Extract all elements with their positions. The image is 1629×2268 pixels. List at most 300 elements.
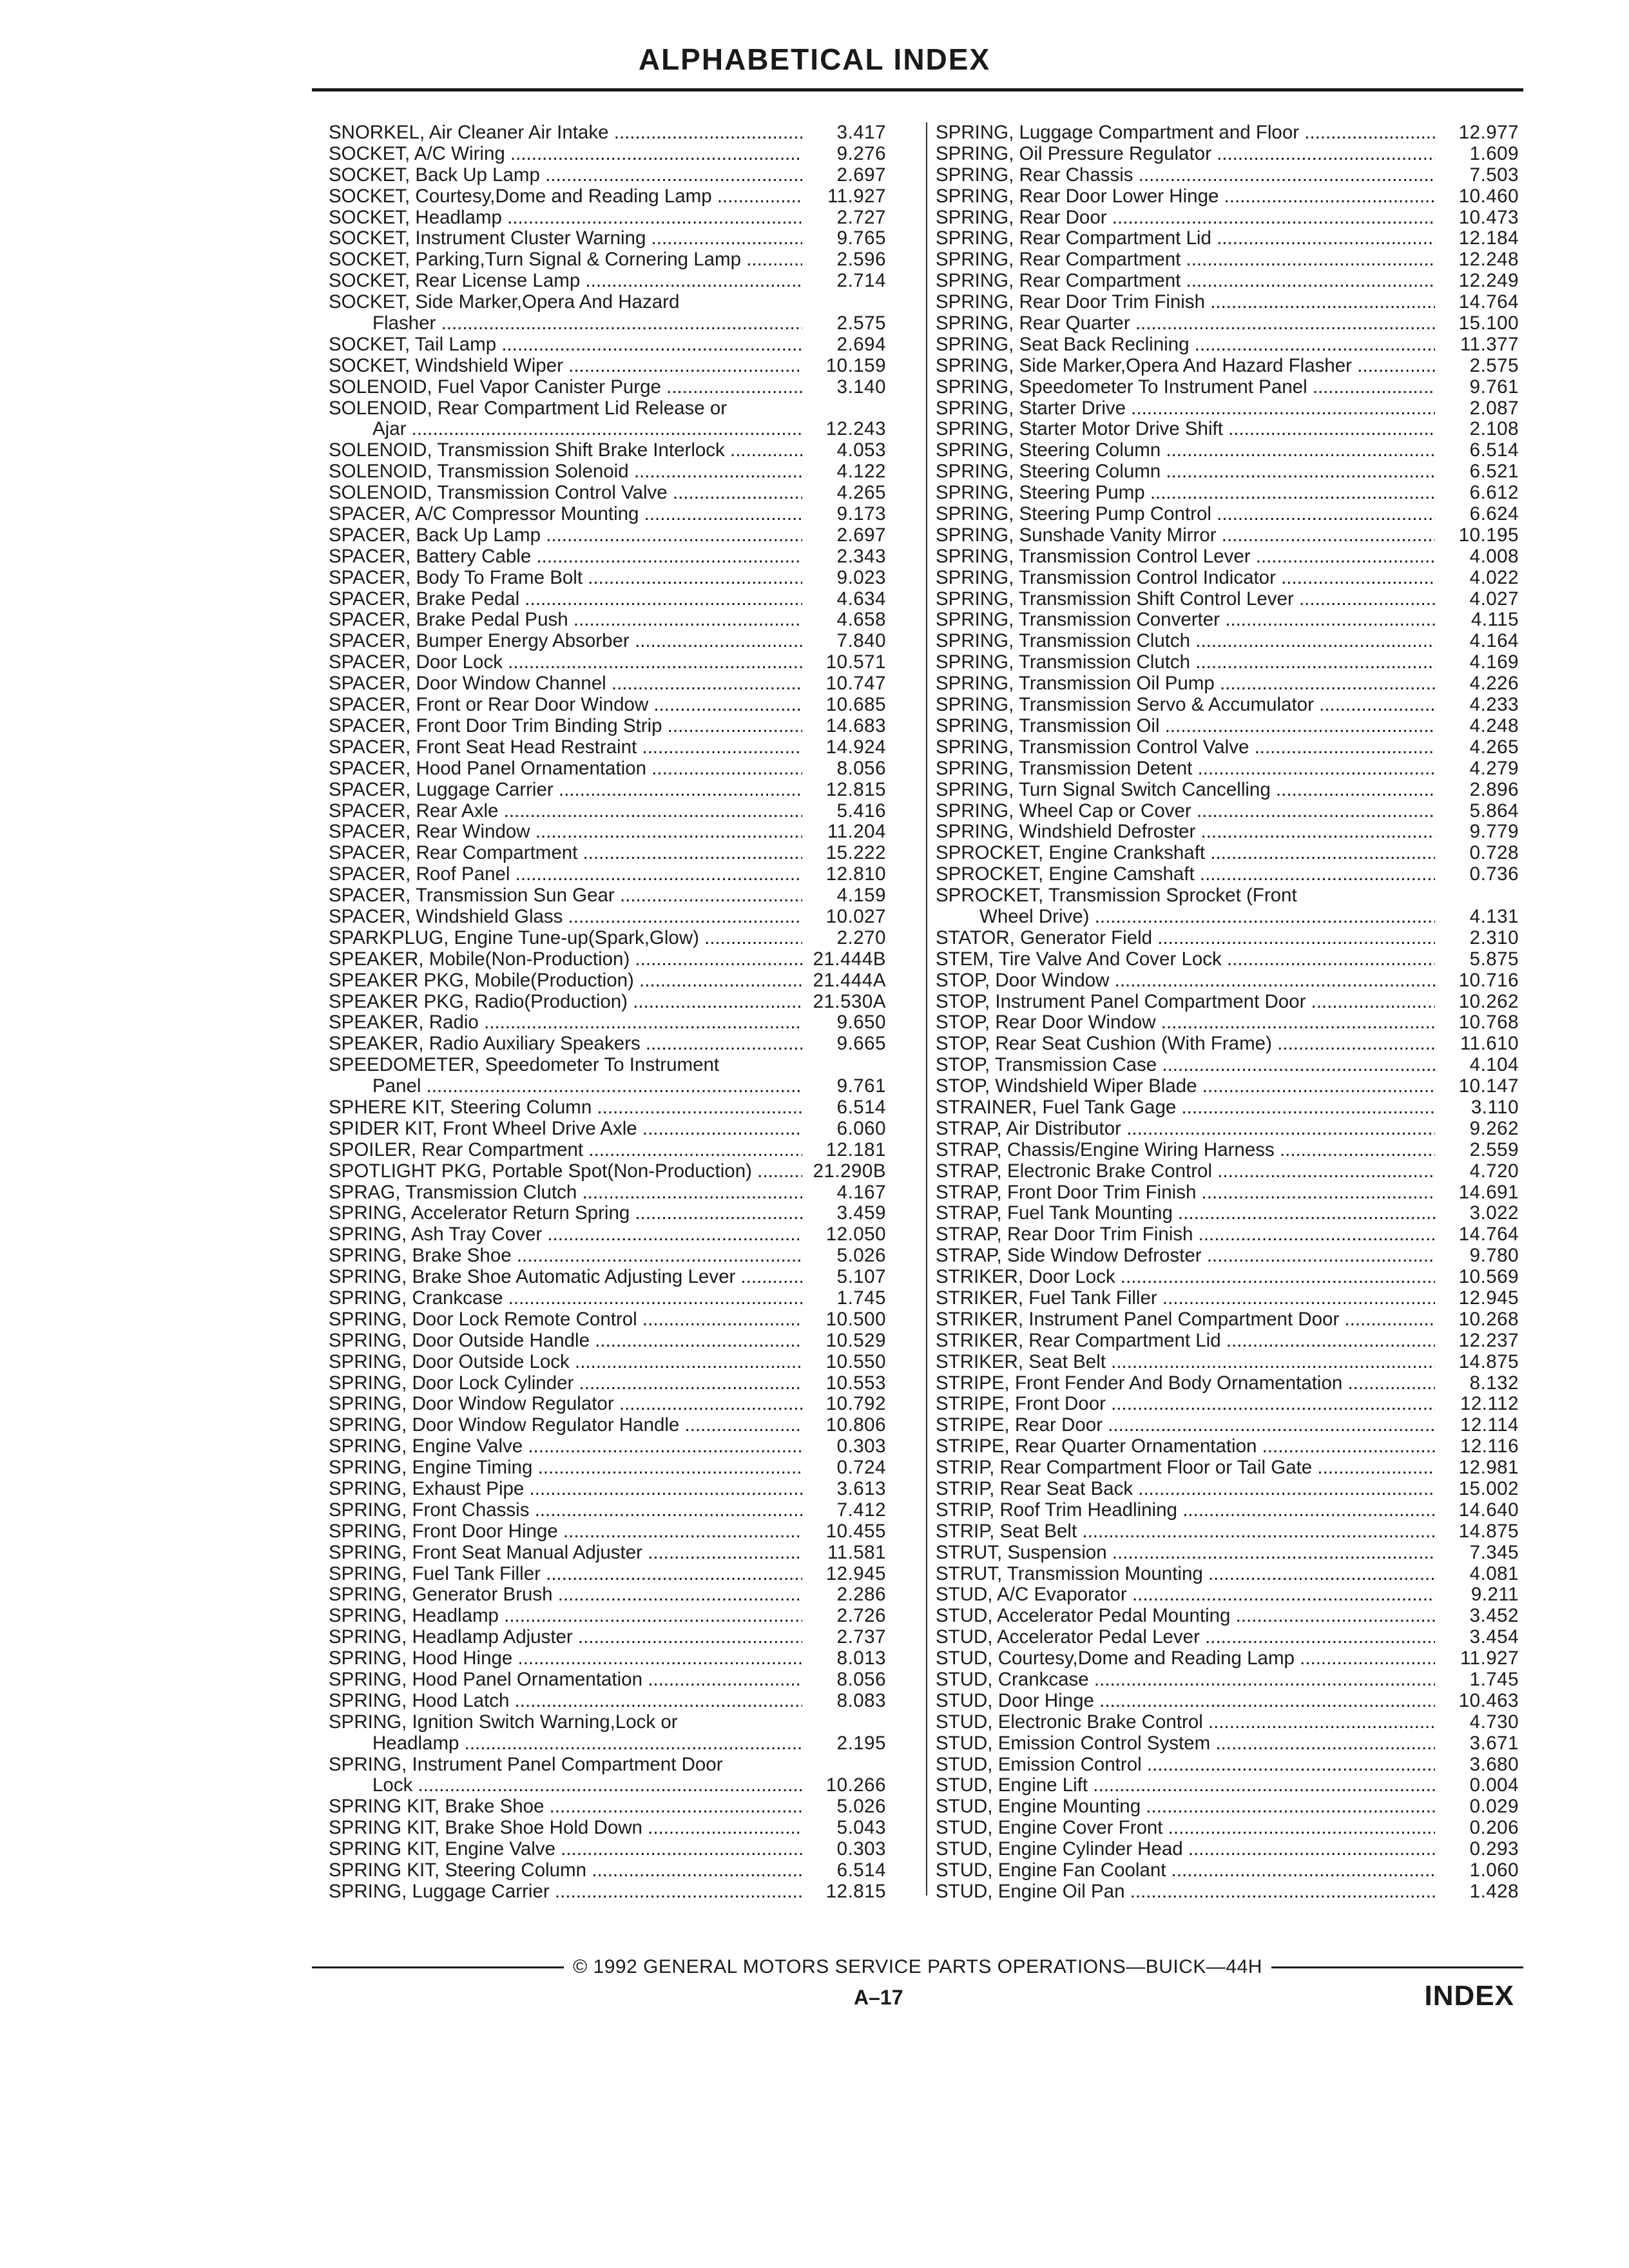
index-entry-reference: 10.500 — [825, 1309, 886, 1330]
index-entry-label: SPACER, Rear Axle ..... — [329, 801, 802, 822]
index-entry — [936, 1712, 1519, 1733]
index-entry — [936, 737, 1519, 758]
index-entry-label: SPRING KIT, Engine Valve ..... — [329, 1839, 802, 1860]
index-entry — [936, 928, 1519, 949]
index-entry-reference: 2.596 — [836, 249, 886, 271]
index-entry-reference: 21.444A — [813, 970, 886, 991]
index-entry-label: STRIP, Rear Compartment Floor or Tail Gate ..... — [936, 1457, 1435, 1479]
index-entry-label: SPOILER, Rear Compartment ..... — [329, 1140, 802, 1161]
index-entry-label: STRIPE, Rear Quarter Ornamentation ..... — [936, 1436, 1435, 1457]
index-entry — [936, 652, 1519, 673]
index-entry-label: SPRING, Accelerator Return Spring ..... — [329, 1203, 802, 1224]
index-entry — [329, 440, 886, 461]
index-entry-label: STRUT, Transmission Mounting ..... — [936, 1564, 1435, 1585]
index-entry-label: STRAP, Fuel Tank Mounting ..... — [936, 1203, 1435, 1224]
index-entry — [936, 1140, 1519, 1161]
index-entry-reference: 2.697 — [836, 524, 886, 546]
index-entry-label: SPHERE KIT, Steering Column ..... — [329, 1097, 802, 1119]
index-entry — [329, 1415, 886, 1436]
index-entry-label: STUD, Electronic Brake Control ..... — [936, 1712, 1435, 1733]
index-entry-reference: 3.140 — [836, 376, 886, 398]
index-entry — [329, 1267, 886, 1288]
index-entry — [936, 907, 1519, 928]
index-entry-reference: 2.896 — [1469, 779, 1519, 800]
index-entry-label: SPRING, Engine Timing ..... — [329, 1457, 802, 1479]
index-entry — [329, 1775, 886, 1796]
index-entry-reference: 10.747 — [825, 673, 886, 695]
index-entry-label: SPRING, Front Seat Manual Adjuster ..... — [329, 1542, 802, 1564]
index-entry-label: SPRING, Luggage Compartment and Floor ..... — [936, 122, 1435, 144]
index-entry-label: SPEAKER PKG, Mobile(Production) ..... — [329, 970, 802, 992]
index-entry-label: STUD, Crankcase ..... — [936, 1669, 1435, 1691]
index-entry-reference: 11.610 — [1460, 1033, 1519, 1055]
index-entry-label: SPRING, Transmission Control Indicator ..... — [936, 568, 1435, 589]
index-entry-reference: 21.290B — [813, 1160, 886, 1182]
index-entry-label: SPRING, Transmission Converter ..... — [936, 610, 1435, 631]
index-entry — [936, 1394, 1519, 1415]
index-entry-reference: 3.680 — [1469, 1754, 1519, 1775]
index-entry-label: SPRING, Sunshade Vanity Mirror ..... — [936, 525, 1435, 546]
index-entry — [329, 758, 886, 780]
index-entry — [329, 864, 886, 885]
index-entry-label: SOLENOID, Rear Compartment Lid Release or — [329, 398, 728, 419]
index-entry — [329, 1373, 886, 1394]
index-entry-reference: 3.022 — [1469, 1203, 1519, 1224]
index-entry-label: STEM, Tire Valve And Cover Lock ..... — [936, 949, 1435, 970]
index-entry-reference: 0.004 — [1469, 1775, 1519, 1796]
index-entry-reference: 12.945 — [825, 1563, 886, 1584]
index-entry-reference: 3.454 — [1469, 1627, 1519, 1648]
index-entry — [329, 928, 886, 949]
index-entry-label: SPEAKER PKG, Radio(Production) ..... — [329, 992, 802, 1013]
index-entry-label: STUD, Engine Cover Front ..... — [936, 1818, 1435, 1839]
index-entry — [936, 377, 1519, 398]
index-entry-reference: 9.665 — [836, 1033, 886, 1055]
index-entry — [936, 144, 1519, 165]
index-entry-reference: 4.233 — [1469, 695, 1519, 716]
index-entry-label: SOCKET, Windshield Wiper ..... — [329, 356, 802, 377]
index-entry — [329, 292, 886, 313]
index-entry — [936, 1161, 1519, 1182]
index-entry-reference: 5.107 — [836, 1267, 886, 1288]
index-entry-label: Wheel Drive) ..... — [936, 907, 1435, 928]
index-entry — [936, 461, 1519, 483]
index-entry-label: STUD, Emission Control System ..... — [936, 1733, 1435, 1754]
index-entry-reference: 5.864 — [1469, 800, 1519, 822]
index-entry-reference: 12.977 — [1458, 122, 1519, 143]
index-entry-label: STRIP, Roof Trim Headlining ..... — [936, 1500, 1435, 1521]
index-entry-reference: 1.609 — [1469, 143, 1519, 164]
index-entry-reference: 4.164 — [1469, 631, 1519, 652]
index-entry — [936, 1775, 1519, 1796]
index-entry-reference: 5.026 — [836, 1245, 886, 1267]
index-entry-reference: 3.452 — [1469, 1606, 1519, 1627]
index-entry — [936, 1479, 1519, 1500]
index-entry — [329, 1818, 886, 1839]
column-divider — [926, 122, 927, 1896]
index-entry-reference: 10.529 — [825, 1330, 886, 1351]
index-entry-label: SPARKPLUG, Engine Tune-up(Spark,Glow) ..... — [329, 928, 802, 949]
index-entry-reference: 12.237 — [1458, 1330, 1519, 1351]
index-entry — [936, 589, 1519, 610]
index-entry-label: STOP, Transmission Case ..... — [936, 1055, 1435, 1076]
index-entry — [329, 271, 886, 292]
index-entry-label: SPRING, Steering Pump Control ..... — [936, 504, 1435, 525]
index-entry — [936, 1224, 1519, 1245]
index-entry-label: SPACER, Door Window Channel ..... — [329, 673, 802, 695]
index-entry-reference: 10.195 — [1458, 524, 1519, 546]
index-entry-label: STUD, Engine Cylinder Head ..... — [936, 1839, 1435, 1860]
index-entry-label: SPRING, Transmission Control Valve ..... — [936, 737, 1435, 758]
index-entry — [936, 292, 1519, 313]
index-entry-reference: 14.764 — [1458, 292, 1519, 313]
index-entry-label: SPRING, Windshield Defroster ..... — [936, 822, 1435, 843]
index-entry — [329, 1648, 886, 1669]
index-entry-reference: 21.444B — [813, 948, 886, 970]
index-entry-reference: 0.206 — [1469, 1818, 1519, 1839]
index-entry — [936, 1012, 1519, 1033]
index-entry-reference: 3.613 — [836, 1479, 886, 1499]
index-entry-reference: 4.053 — [836, 440, 886, 461]
index-entry-reference: 15.222 — [825, 843, 886, 864]
index-entry — [329, 1500, 886, 1521]
index-entry — [329, 144, 886, 165]
index-entry — [329, 949, 886, 970]
index-entry-label: SPACER, Body To Frame Bolt ..... — [329, 568, 802, 589]
index-entry-label: Lock ..... — [329, 1775, 802, 1796]
index-entry-label: SPRING, Hood Panel Ornamentation ..... — [329, 1669, 802, 1691]
index-entry-reference: 12.181 — [825, 1139, 886, 1160]
index-entry-label: SPACER, Bumper Energy Absorber ..... — [329, 631, 802, 652]
index-entry-reference: 4.115 — [1470, 610, 1519, 631]
index-entry-reference: 0.293 — [1469, 1839, 1519, 1860]
index-entry-label: SPRING, Turn Signal Switch Cancelling ..... — [936, 780, 1435, 801]
index-entry — [936, 1691, 1519, 1712]
index-entry-reference: 7.345 — [1469, 1542, 1519, 1563]
index-entry — [936, 568, 1519, 589]
index-entry-reference: 2.343 — [836, 546, 886, 567]
index-entry — [329, 1606, 886, 1627]
index-entry-label: SPRING, Front Door Hinge ..... — [329, 1521, 802, 1542]
index-entry-label: SPRING, Door Window Regulator ..... — [329, 1394, 802, 1415]
index-entry-reference: 2.726 — [836, 1606, 886, 1627]
index-entry-reference: 1.060 — [1469, 1860, 1519, 1881]
index-entry-label: SOCKET, A/C Wiring ..... — [329, 144, 802, 165]
index-entry — [329, 1521, 886, 1542]
index-entry-reference: 6.612 — [1469, 483, 1519, 504]
index-entry — [329, 1245, 886, 1267]
index-entry-reference: 2.697 — [836, 164, 886, 186]
index-entry — [329, 589, 886, 610]
index-entry — [936, 780, 1519, 801]
index-entry-reference: 12.112 — [1460, 1394, 1519, 1415]
index-entry-reference: 6.514 — [836, 1097, 886, 1118]
index-entry — [329, 1331, 886, 1352]
index-entry — [329, 1479, 886, 1500]
index-entry-label: STRAP, Air Distributor ..... — [936, 1119, 1435, 1140]
index-entry — [329, 504, 886, 525]
index-entry-reference: 11.927 — [827, 186, 886, 207]
index-entry-label: SPRING, Steering Column ..... — [936, 461, 1435, 483]
index-entry-reference: 10.768 — [1458, 1012, 1519, 1033]
index-entry-reference: 12.116 — [1460, 1436, 1519, 1457]
index-entry — [936, 673, 1519, 695]
index-entry-reference: 4.008 — [1469, 546, 1519, 567]
index-entry-reference: 8.083 — [836, 1690, 886, 1711]
index-entry-reference: 4.081 — [1469, 1563, 1519, 1584]
index-entry-label: SPRING, Generator Brush ..... — [329, 1584, 802, 1606]
index-entry-label: STRIKER, Rear Compartment Lid ..... — [936, 1331, 1435, 1352]
footer-rule-right — [1271, 1966, 1523, 1968]
index-entry-reference: 9.761 — [836, 1076, 886, 1097]
index-entry — [936, 1182, 1519, 1204]
index-entry-label: SPACER, Rear Window ..... — [329, 822, 802, 843]
index-entry-label: SOLENOID, Transmission Shift Brake Interlock ..... — [329, 440, 802, 461]
index-entry — [329, 1584, 886, 1606]
index-entry — [936, 1796, 1519, 1818]
index-entry — [936, 165, 1519, 186]
index-entry — [936, 1818, 1519, 1839]
index-entry-reference: 3.671 — [1469, 1733, 1519, 1754]
index-entry-reference: 6.521 — [1469, 461, 1519, 483]
index-entry-reference: 15.002 — [1458, 1479, 1519, 1499]
index-entry-reference: 0.303 — [836, 1436, 886, 1457]
index-entry-reference: 7.412 — [836, 1499, 886, 1521]
index-entry — [329, 1309, 886, 1331]
index-entry-reference: 8.056 — [836, 1669, 886, 1691]
index-entry-reference: 3.110 — [1470, 1097, 1519, 1118]
index-entry-reference: 10.266 — [825, 1775, 886, 1796]
index-entry — [936, 631, 1519, 652]
index-entry-reference: 9.023 — [836, 567, 886, 588]
index-entry — [936, 822, 1519, 843]
index-entry-reference: 10.460 — [1458, 186, 1519, 207]
index-entry — [936, 1457, 1519, 1479]
index-entry-label: SPRING, Rear Door Lower Hinge ..... — [936, 186, 1435, 207]
index-entry-label: STOP, Rear Door Window ..... — [936, 1012, 1435, 1033]
index-entry — [936, 186, 1519, 207]
index-entry-reference: 12.249 — [1458, 271, 1519, 292]
index-entry-label: STUD, Accelerator Pedal Mounting ..... — [936, 1606, 1435, 1627]
index-entry — [936, 525, 1519, 546]
index-entry-reference: 4.022 — [1469, 567, 1519, 588]
index-entry-reference: 2.714 — [836, 271, 886, 292]
index-entry — [329, 780, 886, 801]
index-entry-label: SOCKET, Courtesy,Dome and Reading Lamp ..... — [329, 186, 802, 207]
index-entry-label: SPRING, Transmission Control Lever ..... — [936, 546, 1435, 568]
index-entry-label: SPRING, Starter Drive ..... — [936, 398, 1435, 419]
index-entry-label: SPRING, Brake Shoe Automatic Adjusting Lever ..... — [329, 1267, 802, 1288]
index-entry-label: SPRING, Headlamp Adjuster ..... — [329, 1627, 802, 1648]
index-entry — [936, 313, 1519, 334]
header-rule — [312, 88, 1523, 91]
index-entry-reference: 14.764 — [1458, 1224, 1519, 1245]
index-entry-reference: 6.060 — [836, 1118, 886, 1139]
index-entry-reference: 10.571 — [825, 652, 886, 673]
index-entry — [936, 843, 1519, 864]
index-entry — [329, 1161, 886, 1182]
index-entry-reference: 4.730 — [1469, 1711, 1519, 1733]
index-entry-reference: 21.530A — [813, 991, 886, 1012]
index-entry — [329, 737, 886, 758]
index-entry-reference: 4.279 — [1469, 758, 1519, 779]
index-entry-label: STRAP, Front Door Trim Finish ..... — [936, 1182, 1435, 1204]
index-entry — [329, 1352, 886, 1373]
index-entry-label: SOCKET, Side Marker,Opera And Hazard — [329, 292, 680, 313]
index-entry-reference: 12.248 — [1458, 249, 1519, 271]
index-entry-label: SPEEDOMETER, Speedometer To Instrument — [329, 1055, 720, 1076]
index-entry-label: Ajar ..... — [329, 419, 802, 440]
index-entry — [936, 228, 1519, 249]
index-entry-label: STUD, Engine Lift ..... — [936, 1775, 1435, 1796]
index-entry — [329, 716, 886, 737]
index-entry-reference: 6.514 — [1469, 440, 1519, 461]
index-entry — [936, 1564, 1519, 1585]
index-entry-label: SPRING, Transmission Detent ..... — [936, 758, 1435, 780]
index-entry-reference: 9.780 — [1469, 1245, 1519, 1267]
index-entry-label: STRAP, Rear Door Trim Finish ..... — [936, 1224, 1435, 1245]
index-entry — [936, 970, 1519, 992]
index-entry-reference: 10.716 — [1458, 970, 1519, 991]
index-entry — [329, 1394, 886, 1415]
index-entry-label: SPRING KIT, Brake Shoe ..... — [329, 1796, 802, 1818]
index-entry — [329, 398, 886, 419]
index-entry-label: STRIP, Rear Seat Back ..... — [936, 1479, 1435, 1500]
index-entry-reference: 2.694 — [836, 334, 886, 355]
index-entry-reference: 4.265 — [1469, 736, 1519, 758]
index-entry-reference: 9.761 — [1469, 376, 1519, 398]
index-entry-reference: 2.575 — [836, 313, 886, 334]
index-entry-reference: 9.262 — [1469, 1118, 1519, 1139]
index-entry-label: SPACER, Transmission Sun Gear ..... — [329, 885, 802, 907]
index-entry-reference: 4.265 — [836, 483, 886, 504]
index-entry-reference: 9.765 — [836, 228, 886, 249]
index-entry-reference: 12.184 — [1458, 228, 1519, 249]
index-entry-reference: 5.043 — [836, 1818, 886, 1839]
index-entry-label: SPACER, Brake Pedal Push ..... — [329, 610, 802, 631]
index-entry-label: SPROCKET, Transmission Sprocket (Front — [936, 885, 1297, 907]
index-entry — [936, 1033, 1519, 1055]
index-entry-label: SPRING, Steering Column ..... — [936, 440, 1435, 461]
index-entry-reference: 11.927 — [1460, 1648, 1519, 1669]
index-entry-label: SPRING, Rear Compartment ..... — [936, 249, 1435, 271]
index-entry — [329, 1542, 886, 1564]
index-entry-label: SPRING, Transmission Clutch ..... — [936, 631, 1435, 652]
index-entry — [936, 1754, 1519, 1776]
index-entry-label: Headlamp ..... — [329, 1733, 802, 1754]
index-entry — [936, 992, 1519, 1013]
index-entry — [936, 271, 1519, 292]
index-entry — [329, 1224, 886, 1245]
index-entry — [329, 1076, 886, 1097]
footer-copyright: © 1992 GENERAL MOTORS SERVICE PARTS OPERATIONS—BUICK—44H — [573, 1956, 1262, 1977]
index-entry — [936, 1648, 1519, 1669]
index-entry — [936, 1669, 1519, 1691]
index-entry-reference: 12.981 — [1458, 1457, 1519, 1479]
index-entry-label: STRIKER, Instrument Panel Compartment Door ..... — [936, 1309, 1435, 1331]
index-entry — [329, 568, 886, 589]
index-entry-reference: 7.503 — [1469, 164, 1519, 186]
index-entry — [329, 1012, 886, 1033]
index-entry-label: SOCKET, Tail Lamp ..... — [329, 334, 802, 356]
index-entry-reference: 10.268 — [1458, 1309, 1519, 1330]
index-entry-reference: 4.104 — [1469, 1055, 1519, 1076]
index-entry-label: STOP, Windshield Wiper Blade ..... — [936, 1076, 1435, 1097]
index-entry — [329, 843, 886, 864]
index-entry — [329, 1712, 886, 1733]
index-entry-reference: 2.559 — [1469, 1139, 1519, 1160]
index-entry-label: SPACER, Back Up Lamp ..... — [329, 525, 802, 546]
index-entry — [936, 334, 1519, 356]
index-entry-reference: 1.745 — [836, 1287, 886, 1309]
index-entry — [936, 207, 1519, 229]
index-entry-label: SPACER, Rear Compartment ..... — [329, 843, 802, 864]
index-entry — [936, 1542, 1519, 1564]
index-entry-label: STUD, Engine Oil Pan ..... — [936, 1881, 1435, 1903]
index-entry-reference: 5.875 — [1469, 948, 1519, 970]
index-entry-reference: 2.737 — [836, 1627, 886, 1648]
index-entry-reference: 2.108 — [1469, 419, 1519, 440]
index-entry-label: SPRING, Speedometer To Instrument Panel ..... — [936, 377, 1435, 398]
index-entry-reference: 9.650 — [836, 1012, 886, 1033]
index-entry-label: SPRING KIT, Brake Shoe Hold Down ..... — [329, 1818, 802, 1839]
index-entry — [936, 1203, 1519, 1224]
index-entry-label: SPRING, Rear Door ..... — [936, 207, 1435, 229]
index-entry — [329, 1288, 886, 1309]
index-entry-reference: 1.428 — [1469, 1881, 1519, 1902]
index-entry-reference: 2.270 — [836, 927, 886, 948]
index-entry-label: STOP, Door Window ..... — [936, 970, 1435, 992]
index-entry — [936, 885, 1519, 907]
index-entry-label: SOCKET, Parking,Turn Signal & Cornering Lamp ..... — [329, 249, 802, 271]
index-entry-label: SPRING, Wheel Cap or Cover ..... — [936, 801, 1435, 822]
index-entry — [329, 907, 886, 928]
index-entry-label: STUD, Emission Control ..... — [936, 1754, 1435, 1776]
index-entry — [936, 758, 1519, 780]
index-entry-reference: 0.724 — [836, 1457, 886, 1479]
index-entry-label: SPRING, Ash Tray Cover ..... — [329, 1224, 802, 1245]
index-entry — [329, 631, 886, 652]
index-entry — [936, 1733, 1519, 1754]
index-entry-label: SPRING, Rear Chassis ..... — [936, 165, 1435, 186]
index-entry — [329, 1140, 886, 1161]
index-entry-reference: 4.131 — [1469, 906, 1519, 927]
index-entry — [329, 313, 886, 334]
index-entry — [936, 695, 1519, 716]
index-entry-reference: 9.173 — [836, 504, 886, 525]
index-entry-label: STUD, Engine Mounting ..... — [936, 1796, 1435, 1818]
index-entry-reference: 7.840 — [836, 631, 886, 652]
index-entry-label: SPRING, Side Marker,Opera And Hazard Flasher ..... — [936, 356, 1435, 377]
index-entry — [329, 122, 886, 144]
index-entry — [329, 1564, 886, 1585]
index-entry-label: SPRING, Door Lock Cylinder ..... — [329, 1373, 802, 1394]
index-entry-label: STRIPE, Rear Door ..... — [936, 1415, 1435, 1436]
index-entry — [329, 1691, 886, 1712]
index-entry-label: SPACER, Door Lock ..... — [329, 652, 802, 673]
index-entry-label: SPRING, Exhaust Pipe ..... — [329, 1479, 802, 1500]
index-entry-label: SOLENOID, Transmission Solenoid ..... — [329, 461, 802, 483]
index-entry — [329, 228, 886, 249]
index-entry-label: SPRING KIT, Steering Column ..... — [329, 1860, 802, 1881]
index-entry — [329, 1796, 886, 1818]
index-entry — [936, 1055, 1519, 1076]
index-entry — [329, 1860, 886, 1881]
index-entry-reference: 1.745 — [1469, 1669, 1519, 1691]
index-entry — [329, 1754, 886, 1776]
index-entry-label: STUD, Accelerator Pedal Lever ..... — [936, 1627, 1435, 1648]
index-entry — [329, 1203, 886, 1224]
